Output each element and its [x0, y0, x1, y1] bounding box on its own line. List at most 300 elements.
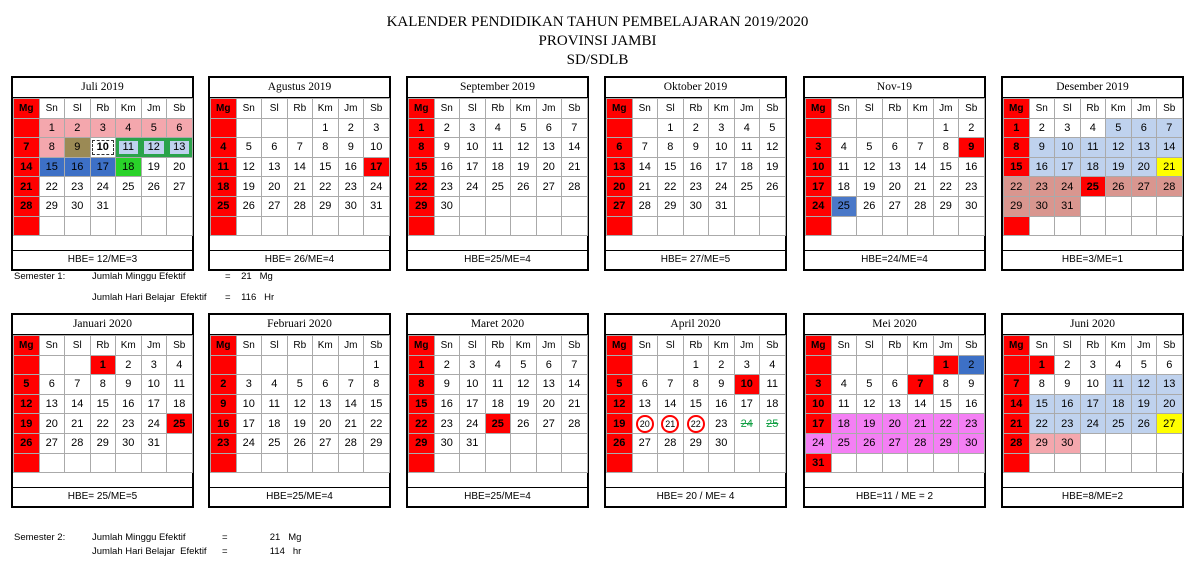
day-cell: 15 — [90, 394, 116, 414]
day-cell: 20 — [262, 177, 288, 197]
empty-cell — [338, 453, 364, 473]
day-cell: 19 — [236, 177, 262, 197]
empty-cell — [933, 453, 959, 473]
day-cell: 1 — [1004, 118, 1030, 138]
empty-cell — [1055, 216, 1081, 236]
day-cell: 13 — [632, 394, 658, 414]
empty-cell — [39, 355, 65, 375]
day-cell: 21 — [562, 394, 588, 414]
day-cell: 19 — [511, 394, 537, 414]
empty-cell — [485, 453, 511, 473]
day-cell: 14 — [65, 394, 91, 414]
day-cell: 6 — [536, 355, 562, 375]
empty-cell — [857, 118, 883, 138]
day-cell: 6 — [607, 138, 633, 158]
weekday-header: Sl — [262, 99, 288, 119]
day-cell: 9 — [959, 375, 985, 395]
weekday-header: Rb — [90, 99, 116, 119]
day-cell: 6 — [882, 138, 908, 158]
weekday-header: Km — [709, 336, 735, 356]
empty-cell — [1080, 433, 1106, 453]
day-cell: 4 — [116, 118, 142, 138]
empty-cell — [65, 216, 91, 236]
day-cell: 27 — [607, 196, 633, 216]
empty-cell — [536, 196, 562, 216]
day-cell: 31 — [141, 433, 167, 453]
empty-cell — [632, 216, 658, 236]
day-cell: 23 — [959, 414, 985, 434]
day-cell: 3 — [90, 118, 116, 138]
day-cell: 7 — [658, 375, 684, 395]
weekday-header: Sl — [460, 336, 486, 356]
day-cell: 5 — [14, 375, 40, 395]
empty-cell — [760, 453, 786, 473]
weekday-header: Sl — [1055, 336, 1081, 356]
weekday-header: Rb — [882, 336, 908, 356]
day-cell: 28 — [1157, 177, 1183, 197]
day-cell: 14 — [562, 138, 588, 158]
day-cell: 28 — [908, 196, 934, 216]
empty-cell — [734, 196, 760, 216]
day-cell: 10 — [1080, 375, 1106, 395]
month-footer: HBE= 20 / ME= 4 — [606, 487, 785, 506]
month-name: Mei 2020 — [805, 315, 984, 335]
day-cell: 11 — [831, 157, 857, 177]
month-name: Maret 2020 — [408, 315, 587, 335]
day-cell: 5 — [760, 118, 786, 138]
day-cell: 18 — [485, 157, 511, 177]
day-cell: 15 — [933, 157, 959, 177]
weekday-header: Km — [908, 336, 934, 356]
day-cell: 27 — [1157, 414, 1183, 434]
empty-cell — [607, 216, 633, 236]
empty-cell — [287, 453, 313, 473]
empty-cell — [116, 196, 142, 216]
empty-cell — [65, 355, 91, 375]
day-cell: 9 — [709, 375, 735, 395]
month-name: Februari 2020 — [210, 315, 389, 335]
empty-cell — [90, 216, 116, 236]
day-cell: 29 — [1004, 196, 1030, 216]
day-cell: 18 — [1106, 394, 1132, 414]
empty-cell — [607, 118, 633, 138]
weekday-header: Km — [709, 99, 735, 119]
day-cell: 7 — [1157, 118, 1183, 138]
empty-cell — [141, 216, 167, 236]
day-cell: 11 — [211, 157, 237, 177]
day-cell: 8 — [683, 375, 709, 395]
day-cell: 9 — [1055, 375, 1081, 395]
day-cell: 14 — [287, 157, 313, 177]
weekday-header: Mg — [1004, 99, 1030, 119]
weekday-header: Sl — [460, 99, 486, 119]
day-cell: 3 — [709, 118, 735, 138]
day-cell: 17 — [460, 394, 486, 414]
day-cell: 26 — [857, 433, 883, 453]
day-cell: 18 — [1080, 157, 1106, 177]
day-cell: 18 — [734, 157, 760, 177]
day-cell: 9 — [338, 138, 364, 158]
day-cell: 31 — [1055, 196, 1081, 216]
month-name: Desember 2019 — [1003, 78, 1182, 98]
empty-cell — [607, 453, 633, 473]
weekday-header: Rb — [683, 99, 709, 119]
day-cell: 27 — [167, 177, 193, 197]
day-cell: 1 — [90, 355, 116, 375]
empty-cell — [511, 196, 537, 216]
day-cell: 19 — [287, 414, 313, 434]
month-name: Januari 2020 — [13, 315, 192, 335]
empty-cell — [485, 196, 511, 216]
weekday-header: Sn — [434, 99, 460, 119]
weekday-header: Sn — [632, 99, 658, 119]
day-cell: 6 — [882, 375, 908, 395]
day-cell: 1 — [39, 118, 65, 138]
weekday-header: Sn — [236, 99, 262, 119]
day-cell: 19 — [14, 414, 40, 434]
weekday-header: Rb — [485, 99, 511, 119]
day-cell: 2 — [434, 118, 460, 138]
day-cell: 3 — [1055, 118, 1081, 138]
day-cell: 17 — [1080, 394, 1106, 414]
day-cell: 6 — [1131, 118, 1157, 138]
empty-cell — [882, 216, 908, 236]
month-name: April 2020 — [606, 315, 785, 335]
weekday-header: Sl — [658, 99, 684, 119]
empty-cell — [734, 453, 760, 473]
day-cell: 24 — [236, 433, 262, 453]
title-line-2: PROVINSI JAMBI — [538, 33, 657, 49]
day-cell: 30 — [434, 196, 460, 216]
day-cell: 22 — [683, 414, 709, 434]
day-cell: 2 — [683, 118, 709, 138]
day-cell: 30 — [959, 196, 985, 216]
day-cell: 4 — [485, 118, 511, 138]
day-cell: 8 — [1029, 375, 1055, 395]
day-cell: 7 — [65, 375, 91, 395]
empty-cell — [1157, 196, 1183, 216]
day-cell: 5 — [857, 138, 883, 158]
day-cell: 21 — [908, 177, 934, 197]
month-footer: HBE=25/ME=4 — [408, 487, 587, 506]
day-cell: 5 — [1131, 355, 1157, 375]
weekday-header: Rb — [1080, 99, 1106, 119]
weekday-header: Mg — [1004, 336, 1030, 356]
day-cell: 13 — [39, 394, 65, 414]
day-cell: 4 — [831, 138, 857, 158]
weekday-header: Sb — [959, 99, 985, 119]
empty-cell — [882, 118, 908, 138]
day-cell: 25 — [485, 177, 511, 197]
day-cell: 27 — [536, 414, 562, 434]
day-cell: 1 — [409, 118, 435, 138]
day-cell: 23 — [434, 414, 460, 434]
weekday-header: Sl — [658, 336, 684, 356]
day-cell: 5 — [236, 138, 262, 158]
weekday-header: Sb — [562, 99, 588, 119]
empty-cell — [434, 453, 460, 473]
day-cell: 14 — [658, 394, 684, 414]
empty-cell — [236, 355, 262, 375]
day-cell: 16 — [434, 394, 460, 414]
empty-cell — [831, 355, 857, 375]
day-cell: 5 — [511, 118, 537, 138]
day-cell: 28 — [287, 196, 313, 216]
weekday-header: Sl — [857, 99, 883, 119]
empty-cell — [658, 453, 684, 473]
day-cell: 28 — [562, 177, 588, 197]
day-cell: 20 — [1131, 157, 1157, 177]
title-line-1: KALENDER PENDIDIKAN TAHUN PEMBELAJARAN 2019/2020 — [386, 14, 809, 30]
day-cell: 26 — [511, 177, 537, 197]
day-cell: 1 — [658, 118, 684, 138]
day-cell: 19 — [511, 157, 537, 177]
empty-cell — [1029, 453, 1055, 473]
day-cell: 11 — [734, 138, 760, 158]
empty-cell — [116, 453, 142, 473]
day-cell: 25 — [1080, 177, 1106, 197]
day-cell: 29 — [364, 433, 390, 453]
day-cell: 22 — [658, 177, 684, 197]
day-cell: 15 — [39, 157, 65, 177]
empty-cell — [882, 453, 908, 473]
day-cell: 20 — [1157, 394, 1183, 414]
weekday-header: Km — [908, 99, 934, 119]
day-cell: 5 — [857, 375, 883, 395]
empty-cell — [562, 216, 588, 236]
empty-cell — [1004, 216, 1030, 236]
day-cell: 21 — [287, 177, 313, 197]
empty-cell — [167, 196, 193, 216]
day-cell: 14 — [1004, 394, 1030, 414]
day-cell: 14 — [562, 375, 588, 395]
day-cell: 17 — [806, 414, 832, 434]
day-cell: 25 — [485, 414, 511, 434]
weekday-header: Jm — [1131, 99, 1157, 119]
empty-cell — [14, 453, 40, 473]
empty-cell — [562, 196, 588, 216]
day-cell: 11 — [262, 394, 288, 414]
empty-cell — [262, 355, 288, 375]
day-cell: 30 — [116, 433, 142, 453]
day-cell: 23 — [709, 414, 735, 434]
empty-cell — [536, 433, 562, 453]
month-calendar — [1001, 313, 1184, 508]
day-cell: 24 — [141, 414, 167, 434]
empty-cell — [709, 453, 735, 473]
weekday-header: Jm — [933, 336, 959, 356]
day-cell: 14 — [1157, 138, 1183, 158]
day-cell: 13 — [882, 157, 908, 177]
day-cell: 8 — [658, 138, 684, 158]
empty-cell — [908, 118, 934, 138]
weekday-header: Sn — [39, 99, 65, 119]
day-cell: 20 — [632, 414, 658, 434]
day-cell: 7 — [632, 138, 658, 158]
day-cell: 21 — [908, 414, 934, 434]
day-cell: 11 — [1080, 138, 1106, 158]
day-cell: 28 — [14, 196, 40, 216]
day-cell: 21 — [65, 414, 91, 434]
empty-cell — [959, 216, 985, 236]
day-cell: 6 — [167, 118, 193, 138]
weekday-header: Jm — [141, 336, 167, 356]
day-cell: 7 — [1004, 375, 1030, 395]
weekday-header: Km — [1106, 99, 1132, 119]
empty-cell — [460, 196, 486, 216]
empty-cell — [857, 216, 883, 236]
weekday-header: Sn — [632, 336, 658, 356]
day-cell: 13 — [1131, 138, 1157, 158]
day-cell: 19 — [607, 414, 633, 434]
day-cell: 1 — [933, 118, 959, 138]
empty-cell — [485, 216, 511, 236]
weekday-header: Sb — [364, 336, 390, 356]
day-cell: 12 — [857, 394, 883, 414]
day-cell: 1 — [683, 355, 709, 375]
day-cell: 2 — [1029, 118, 1055, 138]
day-cell: 16 — [959, 157, 985, 177]
empty-cell — [1131, 433, 1157, 453]
day-cell: 22 — [313, 177, 339, 197]
empty-cell — [338, 355, 364, 375]
day-cell: 16 — [338, 157, 364, 177]
weekday-header: Sl — [65, 99, 91, 119]
empty-cell — [760, 433, 786, 453]
weekday-header: Sn — [236, 336, 262, 356]
day-cell: 3 — [1080, 355, 1106, 375]
day-cell: 31 — [460, 433, 486, 453]
day-cell: 12 — [511, 138, 537, 158]
day-cell: 16 — [211, 414, 237, 434]
weekday-header: Km — [313, 99, 339, 119]
day-cell: 20 — [607, 177, 633, 197]
day-cell: 3 — [806, 138, 832, 158]
day-cell: 4 — [760, 355, 786, 375]
empty-cell — [709, 216, 735, 236]
empty-cell — [632, 355, 658, 375]
day-cell: 10 — [1055, 138, 1081, 158]
empty-cell — [908, 216, 934, 236]
semester2-weeks-value: = 21 Mg — [222, 532, 302, 543]
day-cell: 23 — [338, 177, 364, 197]
month-footer: HBE= 26/ME=4 — [210, 250, 389, 269]
day-cell: 29 — [683, 433, 709, 453]
empty-cell — [511, 453, 537, 473]
day-cell: 31 — [806, 453, 832, 473]
day-cell: 13 — [882, 394, 908, 414]
day-cell: 14 — [14, 157, 40, 177]
semester2-weeks-label: Jumlah Minggu Efektif — [92, 532, 186, 543]
semester2-days-value: = 114 hr — [222, 546, 302, 557]
month-calendar — [803, 76, 986, 271]
day-cell: 26 — [141, 177, 167, 197]
day-cell: 3 — [734, 355, 760, 375]
day-cell: 23 — [959, 177, 985, 197]
day-cell: 29 — [933, 433, 959, 453]
day-cell: 7 — [14, 138, 40, 158]
empty-cell — [760, 216, 786, 236]
day-cell: 5 — [287, 375, 313, 395]
empty-cell — [908, 355, 934, 375]
day-cell: 13 — [262, 157, 288, 177]
empty-cell — [806, 118, 832, 138]
day-cell: 3 — [460, 355, 486, 375]
day-cell: 16 — [1029, 157, 1055, 177]
empty-cell — [364, 216, 390, 236]
day-cell: 15 — [409, 394, 435, 414]
day-cell: 22 — [1029, 414, 1055, 434]
weekday-header: Jm — [1131, 336, 1157, 356]
day-cell: 17 — [1055, 157, 1081, 177]
weekday-header: Mg — [211, 99, 237, 119]
day-cell: 4 — [211, 138, 237, 158]
month-calendar — [11, 76, 194, 271]
empty-cell — [211, 216, 237, 236]
day-cell: 22 — [409, 414, 435, 434]
empty-cell — [141, 453, 167, 473]
day-cell: 17 — [806, 177, 832, 197]
day-cell: 12 — [511, 375, 537, 395]
semester2-label: Semester 2: — [14, 532, 66, 543]
semester1-weeks-value: = 21 Mg — [225, 271, 273, 282]
month-name: September 2019 — [408, 78, 587, 98]
day-cell: 3 — [236, 375, 262, 395]
empty-cell — [14, 216, 40, 236]
empty-cell — [338, 216, 364, 236]
empty-cell — [1157, 453, 1183, 473]
month-name: Juni 2020 — [1003, 315, 1182, 335]
day-cell: 10 — [236, 394, 262, 414]
day-cell: 17 — [236, 414, 262, 434]
empty-cell — [734, 216, 760, 236]
empty-cell — [933, 216, 959, 236]
empty-cell — [607, 355, 633, 375]
month-calendar — [11, 313, 194, 508]
empty-cell — [683, 453, 709, 473]
day-cell: 20 — [167, 157, 193, 177]
day-cell: 3 — [141, 355, 167, 375]
empty-cell — [632, 118, 658, 138]
month-footer: HBE=3/ME=1 — [1003, 250, 1182, 269]
empty-cell — [236, 453, 262, 473]
day-cell: 6 — [313, 375, 339, 395]
weekday-header: Mg — [806, 99, 832, 119]
weekday-header: Jm — [536, 99, 562, 119]
day-cell: 22 — [933, 414, 959, 434]
empty-cell — [287, 355, 313, 375]
day-cell: 1 — [1029, 355, 1055, 375]
day-cell: 31 — [364, 196, 390, 216]
day-cell: 16 — [65, 157, 91, 177]
weekday-header: Sn — [434, 336, 460, 356]
day-cell: 10 — [709, 138, 735, 158]
weekday-header: Jm — [536, 336, 562, 356]
day-cell: 27 — [536, 177, 562, 197]
day-cell: 26 — [287, 433, 313, 453]
day-cell: 29 — [39, 196, 65, 216]
day-cell: 23 — [1029, 177, 1055, 197]
day-cell: 10 — [806, 394, 832, 414]
day-cell: 28 — [632, 196, 658, 216]
month-calendar — [208, 76, 391, 271]
day-cell: 22 — [409, 177, 435, 197]
day-cell: 24 — [460, 177, 486, 197]
day-cell: 8 — [90, 375, 116, 395]
day-cell: 8 — [313, 138, 339, 158]
empty-cell — [806, 355, 832, 375]
month-footer: HBE= 27/ME=5 — [606, 250, 785, 269]
